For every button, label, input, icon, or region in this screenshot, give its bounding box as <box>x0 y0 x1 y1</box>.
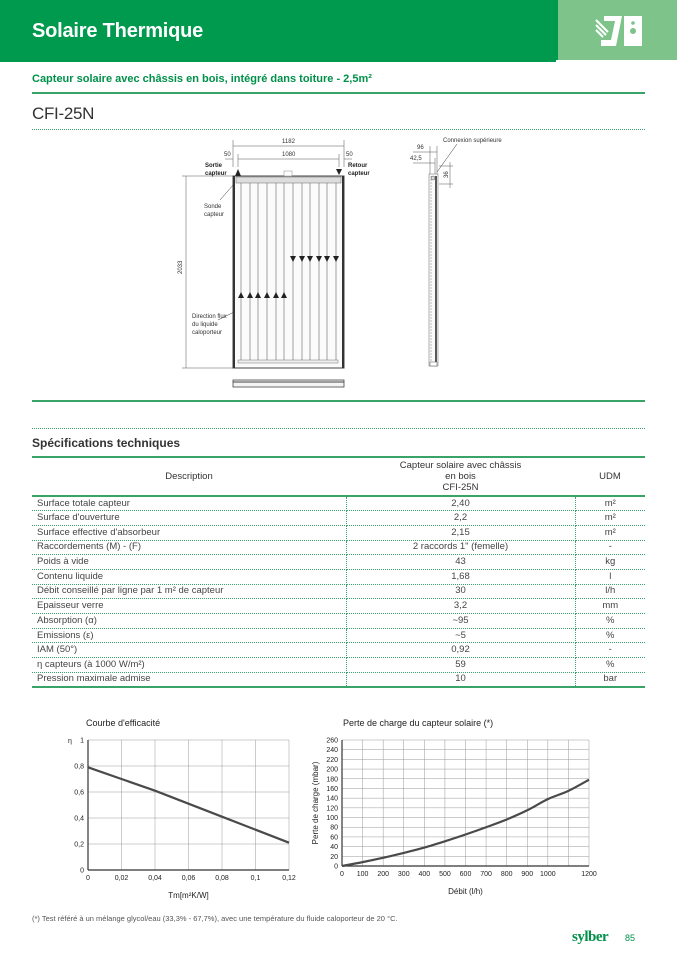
specs-table <box>32 456 645 688</box>
x-tick-label: 0 <box>340 871 344 878</box>
y-tick-label: 0,4 <box>74 815 84 823</box>
row-unit: - <box>575 540 645 555</box>
row-label: η capteurs (à 1000 W/m²) <box>32 658 346 673</box>
y-tick-label: 1 <box>80 737 84 745</box>
dotted-divider <box>32 129 645 130</box>
row-unit: l <box>575 569 645 584</box>
y-tick-label: 0,2 <box>74 841 84 849</box>
dim-width-total: 1182 <box>282 139 295 145</box>
product-header-line2: en bois <box>445 471 476 482</box>
row-unit: % <box>575 658 645 673</box>
product-subtitle: Capteur solaire avec châssis en bois, intégré dans toiture - 2,5m² <box>32 73 372 85</box>
page-number: 85 <box>625 933 636 943</box>
x-tick-label: 0,12 <box>282 875 296 882</box>
row-value: 30 <box>346 584 575 599</box>
dim-margin-right: 50 <box>346 152 353 158</box>
row-unit: kg <box>575 555 645 570</box>
model-name: CFI-25N <box>32 104 95 123</box>
y-tick-label: 60 <box>330 834 338 842</box>
x-tick-label: 400 <box>418 871 431 878</box>
row-unit: l/h <box>575 584 645 599</box>
row-value: 2 raccords 1" (femelle) <box>346 540 575 555</box>
divider <box>32 400 645 402</box>
row-label: Contenu liquide <box>32 569 346 584</box>
col-header-unit: UDM <box>599 471 621 482</box>
row-unit: bar <box>575 672 645 687</box>
row-unit: m² <box>575 525 645 540</box>
x-tick-label: 0,04 <box>148 875 162 882</box>
row-label: Epaisseur verre <box>32 599 346 614</box>
x-tick-label: 0,1 <box>250 875 261 882</box>
header-bar <box>0 0 556 62</box>
row-value: 1,68 <box>346 569 575 584</box>
label-probe-2: capteur <box>204 212 225 218</box>
row-unit: % <box>575 614 645 629</box>
y-tick-label: 100 <box>326 815 338 823</box>
y-axis-label: η <box>68 738 72 745</box>
x-tick-label: 600 <box>459 871 472 878</box>
chart-grid <box>342 740 589 866</box>
row-label: Surface totale capteur <box>32 496 346 511</box>
x-tick-label: 1000 <box>540 871 556 878</box>
table-row <box>32 496 645 511</box>
row-value: 43 <box>346 555 575 570</box>
label-probe: Sonde <box>204 204 222 210</box>
x-tick-label: 900 <box>521 871 534 878</box>
solar-thermal-icon <box>594 12 646 48</box>
table-header-row <box>32 457 645 496</box>
table-row <box>32 525 645 540</box>
specs-title: Spécifications techniques <box>32 436 181 450</box>
chart-grid <box>88 740 289 870</box>
label-return: Retour <box>348 163 368 169</box>
y-tick-label: 140 <box>326 795 338 803</box>
row-label: Emissions (ε) <box>32 628 346 643</box>
pressure-drop-chart <box>310 732 610 907</box>
row-label: Poids à vide <box>32 555 346 570</box>
row-label: Surface d'ouverture <box>32 511 346 526</box>
row-unit: % <box>575 628 645 643</box>
col-header-description: Description <box>165 471 213 482</box>
row-unit: m² <box>575 511 645 526</box>
table-row <box>32 643 645 658</box>
label-outlet-2: capteur <box>205 171 227 177</box>
y-tick-label: 20 <box>330 853 338 861</box>
y-tick-label: 0 <box>334 863 338 871</box>
table-row <box>32 658 645 673</box>
x-tick-label: 300 <box>397 871 410 878</box>
y-tick-label: 180 <box>326 776 338 784</box>
row-label: IAM (50°) <box>32 643 346 658</box>
table-row <box>32 511 645 526</box>
divider <box>32 92 645 94</box>
row-unit: m² <box>575 496 645 511</box>
row-value: 2,15 <box>346 525 575 540</box>
label-flow: Direction flux <box>192 314 227 320</box>
table-row <box>32 628 645 643</box>
row-label: Débit conseillé par ligne par 1 m² de capteur <box>32 584 346 599</box>
x-tick-label: 0,02 <box>114 875 129 882</box>
x-tick-label: 0 <box>86 875 90 882</box>
y-tick-label: 200 <box>326 766 338 774</box>
row-unit: mm <box>575 599 645 614</box>
brand-logo: sylber <box>572 929 609 945</box>
table-row <box>32 540 645 555</box>
y-tick-label: 160 <box>326 785 338 793</box>
pressure-chart-title: Perte de charge du capteur solaire (*) <box>343 718 494 728</box>
label-connection: Connexion supérieure <box>443 138 502 144</box>
row-label: Absorption (α) <box>32 614 346 629</box>
row-value: 3,2 <box>346 599 575 614</box>
table-row <box>32 584 645 599</box>
dim-margin-left: 50 <box>224 152 231 158</box>
dim-width-inner: 1080 <box>282 152 296 158</box>
efficiency-chart-title: Courbe d'efficacité <box>86 718 161 728</box>
header-icon-box <box>556 0 677 60</box>
x-tick-label: 200 <box>377 871 390 878</box>
table-row <box>32 569 645 584</box>
dim-conn-height: 36 <box>444 171 450 178</box>
table-row <box>32 672 645 687</box>
row-value: ~95 <box>346 614 575 629</box>
row-label: Raccordements (M) - (F) <box>32 540 346 555</box>
x-tick-label: 1200 <box>581 871 597 878</box>
row-value: ~5 <box>346 628 575 643</box>
x-axis-label: Tm[m²K/W] <box>168 891 209 900</box>
label-flow-2: du liquide <box>192 322 218 328</box>
dim-depth: 96 <box>417 145 424 151</box>
y-tick-label: 0 <box>80 867 84 875</box>
y-axis-label: Perte de charge (mbar) <box>311 761 320 845</box>
dim-height: 2033 <box>178 260 184 274</box>
front-view-drawing <box>170 132 390 394</box>
y-tick-label: 220 <box>326 756 338 764</box>
label-outlet: Sortie <box>205 163 223 169</box>
y-tick-label: 0,6 <box>74 789 84 797</box>
page-title: Solaire Thermique <box>32 20 204 42</box>
y-tick-label: 240 <box>326 747 338 755</box>
efficiency-chart <box>60 732 310 902</box>
y-tick-label: 80 <box>330 824 338 832</box>
row-value: 2,2 <box>346 511 575 526</box>
row-value: 2,40 <box>346 496 575 511</box>
x-tick-label: 700 <box>480 871 492 878</box>
x-tick-label: 0,08 <box>215 875 229 882</box>
y-tick-label: 260 <box>326 737 338 745</box>
label-flow-3: caloporteur <box>192 330 223 336</box>
table-row <box>32 614 645 629</box>
row-label: Surface effective d'absorbeur <box>32 525 346 540</box>
col-header-product <box>346 457 575 496</box>
x-tick-label: 100 <box>356 871 369 878</box>
dim-offset: 42,5 <box>410 156 422 162</box>
y-tick-label: 0,8 <box>74 763 84 771</box>
product-header-line3: CFI-25N <box>442 482 479 493</box>
x-axis-label: Débit (l/h) <box>448 887 483 896</box>
table-row <box>32 555 645 570</box>
table-row <box>32 599 645 614</box>
row-value: 59 <box>346 658 575 673</box>
label-return-2: capteur <box>348 171 370 177</box>
footnote: (*) Test référé à un mélange glycol/eau (33,3% - 67,7%), avec une température du fluide caloporteur de 20 °C. <box>32 914 398 923</box>
side-view-drawing <box>405 134 515 374</box>
y-tick-label: 40 <box>330 844 338 852</box>
dotted-divider <box>32 428 645 429</box>
y-tick-label: 120 <box>326 805 338 813</box>
row-label: Pression maximale admise <box>32 672 346 687</box>
x-tick-label: 500 <box>439 871 451 878</box>
product-header-line1: Capteur solaire avec châssis <box>399 460 522 471</box>
row-value: 0,92 <box>346 643 575 658</box>
row-unit: - <box>575 643 645 658</box>
x-tick-label: 0,06 <box>181 875 196 882</box>
x-tick-label: 800 <box>500 871 513 878</box>
row-value: 10 <box>346 672 575 687</box>
